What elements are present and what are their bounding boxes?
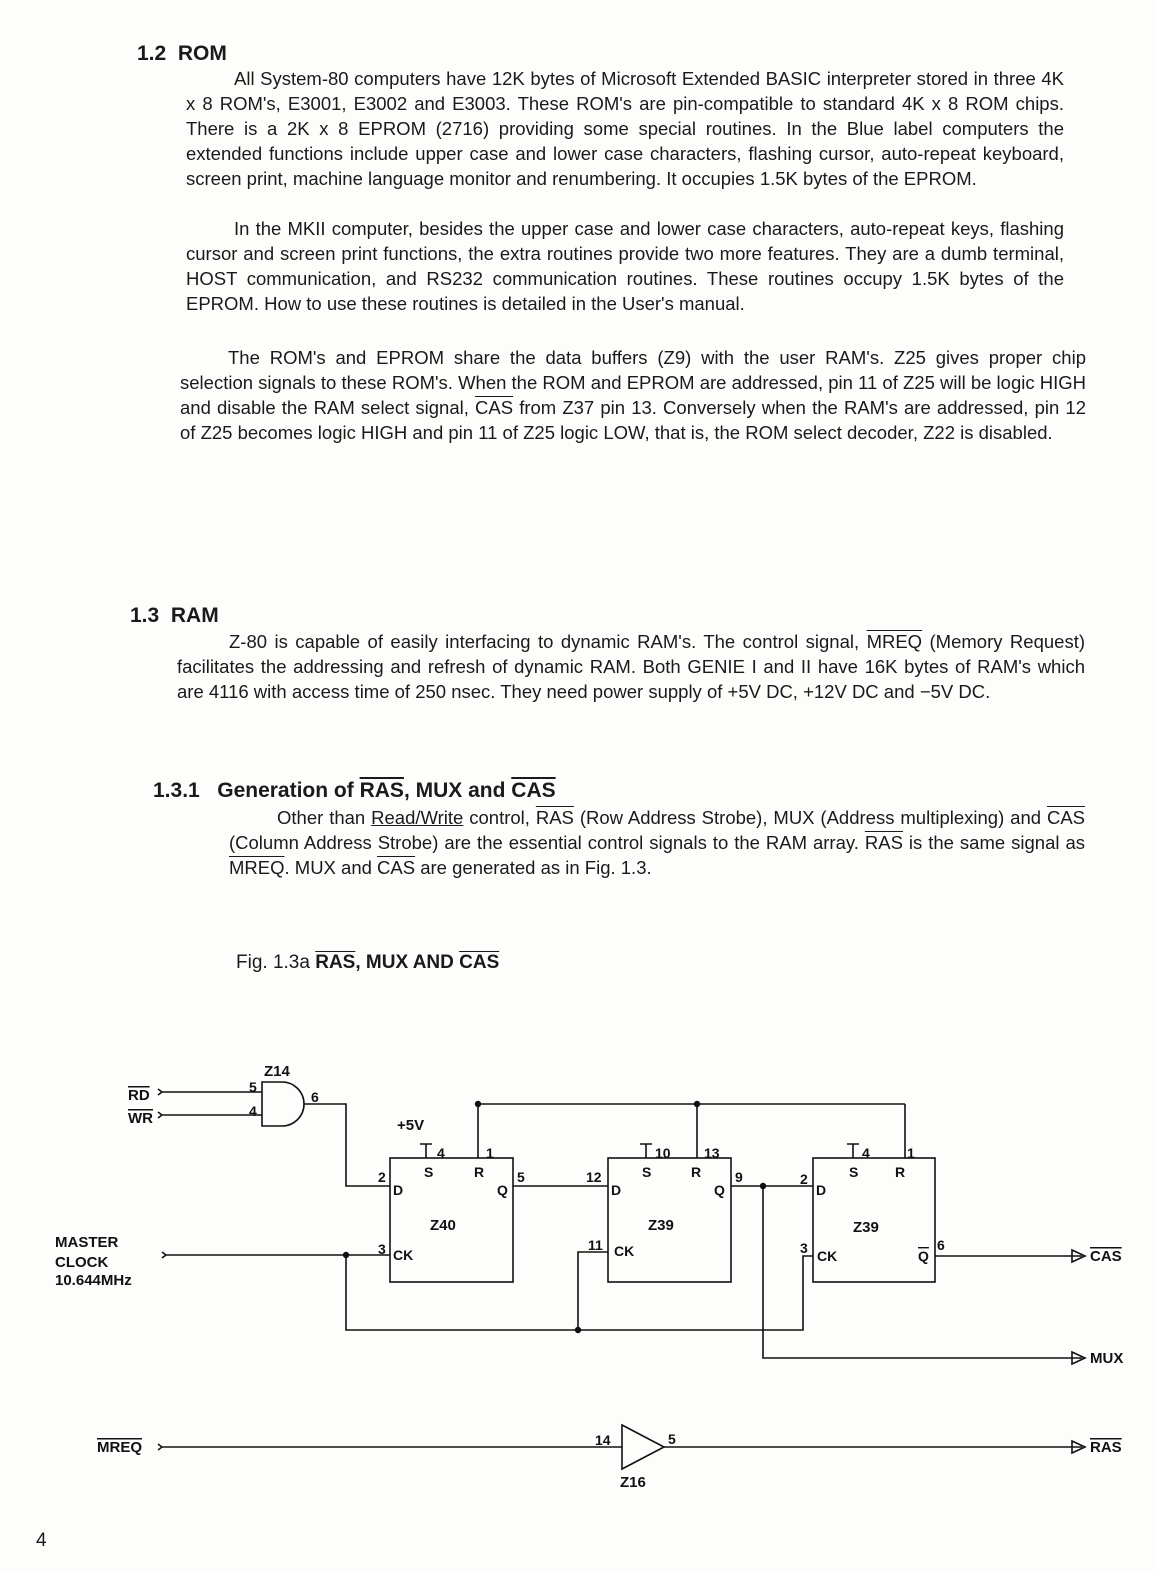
- supply-pin-z39a: [640, 1144, 652, 1158]
- reset-bus: [478, 1104, 905, 1158]
- rd-label: RD: [128, 1087, 150, 1104]
- section-title: ROM: [177, 42, 227, 65]
- section-number: 1.3.1: [153, 779, 200, 802]
- pin-number: 10: [655, 1145, 671, 1161]
- mux-label: MUX: [1090, 1350, 1124, 1367]
- pin-number: 5: [517, 1169, 525, 1185]
- section-number: 1.2: [137, 42, 167, 65]
- section-title: RAM: [170, 604, 219, 627]
- pin-label: R: [474, 1164, 485, 1180]
- section-ram-heading: [130, 604, 219, 628]
- clock-label: CLOCK: [55, 1254, 109, 1271]
- junction-dot: [694, 1101, 700, 1107]
- cas-label: CAS: [1090, 1248, 1122, 1265]
- mreq-label: MREQ: [97, 1439, 142, 1456]
- figure-caption: Fig. 1.3a $\overline{RAS}$, MUX AND $\overline{CAS}$: [236, 952, 500, 973]
- pin-label: R: [691, 1164, 702, 1180]
- pin-number: 2: [378, 1169, 386, 1185]
- pin-label: Q: [497, 1182, 508, 1198]
- junction-dot: [475, 1101, 481, 1107]
- pin-number: 14: [595, 1432, 611, 1448]
- pin-label: S: [642, 1164, 652, 1180]
- page-number: 4: [36, 1530, 47, 1551]
- pin-number: 11: [588, 1237, 603, 1253]
- supply-pin-z40: [420, 1144, 432, 1158]
- supply-label: +5V: [397, 1117, 425, 1134]
- pin-number: 4: [862, 1145, 870, 1161]
- z14-label: Z14: [264, 1063, 290, 1080]
- z16-label: Z16: [620, 1474, 646, 1491]
- gate-pin: 5: [249, 1079, 257, 1095]
- pin-number: 3: [800, 1240, 808, 1256]
- rom-paragraph-3: The ROM's and EPROM share the data buffers (Z9) with the user RAM's. Z25 gives proper chip selection signals to these ROM's. When the ROM and EPROM are addressed, pin 11 of Z25 will be logic HIGH and disable the RAM select signal, $\overline{CAS}$ from Z37 pin 13. Conversely when the RAM's are addressed, pin 12 of Z25 becomes logic HIGH and pin 11 of Z25 logic LOW, that is, the ROM select decoder, Z22 is disabled.: [180, 347, 1086, 443]
- gate-pin: 6: [311, 1089, 319, 1105]
- z40-label: Z40: [430, 1217, 456, 1234]
- pin-label: D: [393, 1182, 404, 1198]
- subsection-heading: 1.3.1 Generation of $\overline{RAS}$, MUX and $\overline{CAS}$: [153, 779, 556, 802]
- rd-wire: [158, 1089, 262, 1095]
- pin-number: 9: [735, 1169, 743, 1185]
- ras-label: RAS: [1090, 1439, 1122, 1456]
- pin-label: D: [611, 1182, 622, 1198]
- z39-label: Z39: [853, 1219, 879, 1236]
- pin-label: CK: [614, 1243, 635, 1259]
- pin-number: 6: [937, 1237, 945, 1253]
- cas-signal: $\overline{CAS}$: [475, 397, 514, 418]
- generation-paragraph: Other than Read/Write control, $\overline{RAS}$ (Row Address Strobe), MUX (Address multiplexing) and $\overline{CAS}$ (Column Address Strobe) are the essential control signals to the RAM array. $\overline{RAS}$ is the same signal as MREQ. MUX and $\overline{CAS}$ are generated as in Fig. 1.3.: [229, 807, 1085, 878]
- pin-label: R: [895, 1164, 906, 1180]
- pin-number: 3: [378, 1241, 386, 1257]
- clock-branch: [578, 1252, 608, 1330]
- mreq-wire: [158, 1444, 622, 1450]
- clock-wire: [162, 1252, 390, 1258]
- rom-paragraph-1: All System-80 computers have 12K bytes of Microsoft Extended BASIC interpreter stored in three 4K x 8 ROM's, E3001, E3002 and E3003. These ROM's are pin-compatible to standard 4K x 8 ROM chips. There is a 2K x 8 EPROM (2716) providing some special routines. In the Blue label computers the extended functions include upper case and lower case characters, flashing cursor, auto-repeat keyboard, screen print, machine language monitor and renumbering. It occupies 1.5K bytes of the EPROM.: [186, 68, 1064, 189]
- pin-number: 1: [907, 1145, 915, 1161]
- pin-number: 12: [586, 1169, 602, 1185]
- pin-label: Q: [918, 1248, 929, 1264]
- ram-paragraph: Z-80 is capable of easily interfacing to dynamic RAM's. The control signal, MREQ (Memory Request) facilitates the addressing and refresh of dynamic RAM. Both GENIE I and II have 16K bytes of RAM's which are 4116 with access time of 250 nsec. They need power supply of +5V DC, +12V DC and −5V DC.: [177, 631, 1085, 702]
- clock-label: 10.644MHz: [55, 1272, 132, 1289]
- circuit-diagram: [0, 1040, 1155, 1510]
- pin-label: S: [424, 1164, 434, 1180]
- gate-pin: 4: [249, 1103, 257, 1119]
- pin-number: 4: [437, 1145, 445, 1161]
- z16-buffer: [622, 1425, 664, 1469]
- pin-label: CK: [817, 1248, 838, 1264]
- pin-label: CK: [393, 1247, 414, 1263]
- pin-number: 13: [704, 1145, 720, 1161]
- clock-bus: [346, 1255, 813, 1330]
- rom-paragraph-2: In the MKII computer, besides the upper case and lower case characters, auto-repeat keys, flashing cursor and screen print functions, the extra routines provide two more features. They are a dumb terminal, HOST communication, and RS232 communication routines. These routines occupy 1.5K bytes of the EPROM. How to use these routines is detailed in the User's manual.: [186, 218, 1064, 314]
- z39-label: Z39: [648, 1217, 674, 1234]
- pin-label: S: [849, 1164, 859, 1180]
- mreq-signal: MREQ: [866, 631, 923, 652]
- clock-label: MASTER: [55, 1234, 119, 1251]
- section-number: 1.3: [130, 604, 160, 627]
- mux-wire: [763, 1186, 1082, 1358]
- pin-number: 5: [668, 1431, 676, 1447]
- z14-and-gate: [262, 1082, 304, 1126]
- supply-pin-z39b: [847, 1144, 859, 1158]
- section-rom-heading: [137, 42, 227, 66]
- pin-label: Q: [714, 1182, 725, 1198]
- wr-wire: [158, 1112, 262, 1118]
- pin-label: D: [816, 1182, 827, 1198]
- wr-label: WR: [128, 1110, 153, 1127]
- pin-number: 2: [800, 1171, 808, 1187]
- pin-number: 1: [486, 1145, 494, 1161]
